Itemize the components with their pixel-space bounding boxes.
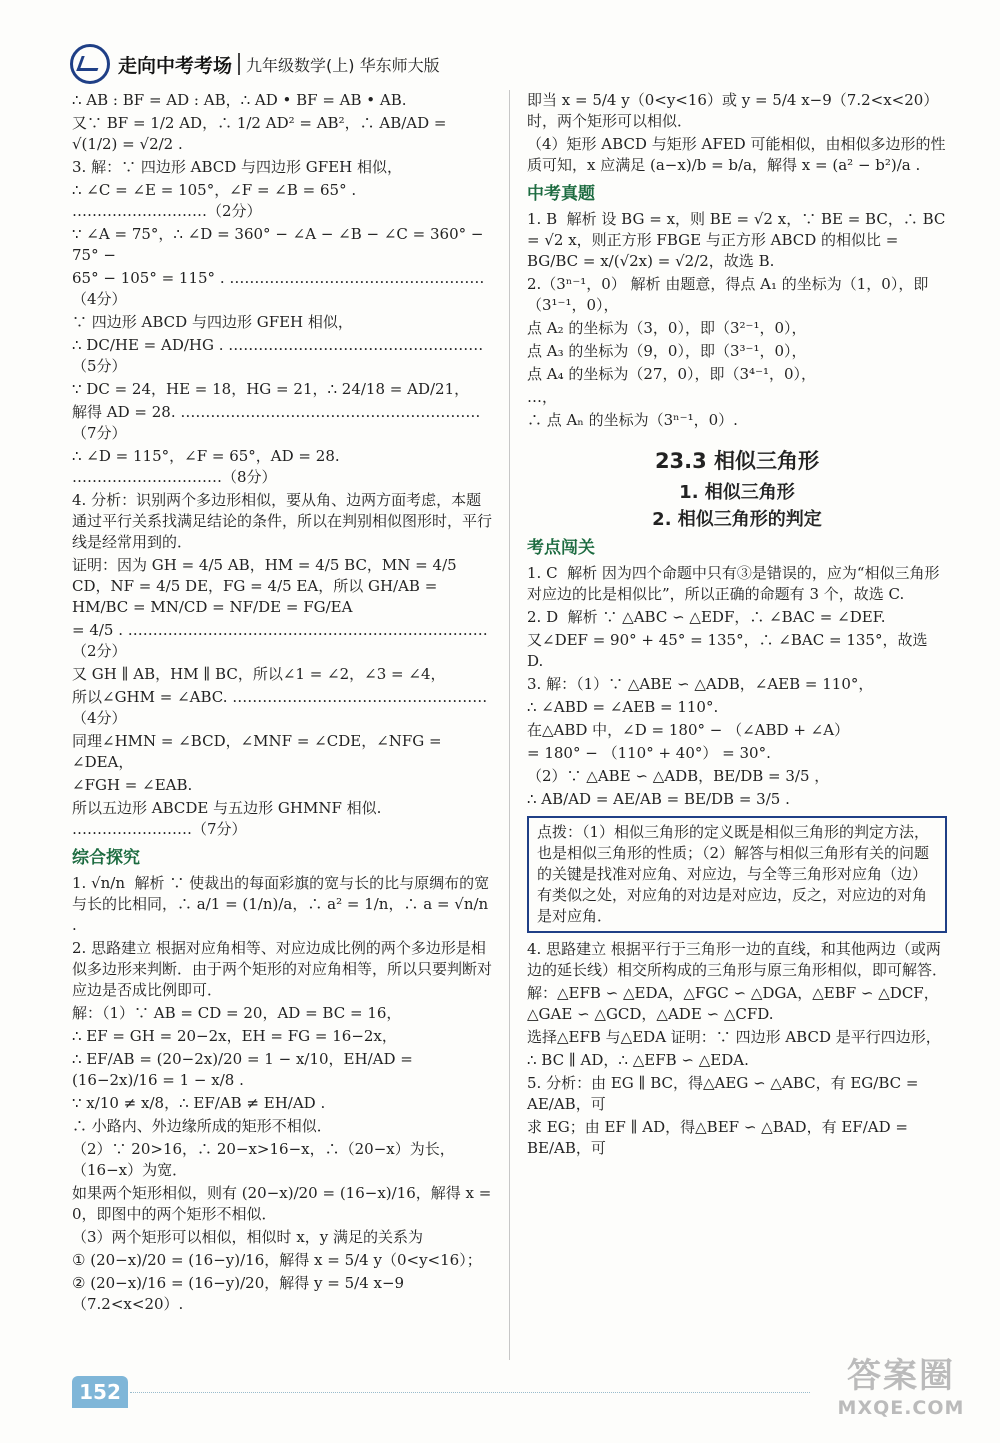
text-line: ∴ 小路内、外边缘所成的矩形不相似．	[72, 1117, 332, 1135]
text-line: = 180° − （110° + 40°） = 30°.	[527, 744, 771, 762]
text-line: 1. B 解析 设 BG = x，则 BE = √2 x，∵ BE = BC，∴ BC = √2 x，则正方形 FBGE 与正方形 ABCD 的相似比 = BG/BC = x/(√2x) = √2/2，故选 B.	[527, 210, 951, 270]
book-subtitle: 九年级数学(上) 华东师大版	[246, 55, 440, 75]
brand-title: 走向中考考场	[118, 54, 233, 77]
text-line: （2）∵ △ABE ∽ △ADB，BE/DB = 3/5 ，	[527, 767, 830, 785]
text-line: 如果两个矩形相似，则有 (20−x)/20 = (16−x)/16，解得 x = 0，即图中的两个矩形不相似．	[72, 1184, 497, 1223]
chapter-title: 23.3 相似三角形	[654, 449, 820, 473]
text-line: 3. 解：（1）∵ △ABE ∽ △ADB，∠AEB = 110°，	[527, 675, 874, 693]
text-line: ∵ 四边形 ABCD 与四边形 GFEH 相似，	[72, 313, 353, 331]
text-line: 2. D 解析 ∵ △ABC ∽ △EDF，∴ ∠BAC = ∠DEF.	[527, 608, 886, 626]
text-line: （4）矩形 ABCD 与矩形 AFED 可能相似，由相似多边形的性质可知，x 应满足 (a−x)/b = b/a，解得 x = (a² − b²)/a .	[527, 135, 946, 174]
text-line: 证明：因为 GH = 4/5 AB，HM = 4/5 BC，MN = 4/5 CD，NF = 4/5 DE，FG = 4/5 EA，所以 GH/AB = HM/BC = MN/CD = NF/DE = FG/EA	[72, 556, 462, 616]
watermark-text: 答案圈	[847, 1356, 955, 1396]
text-line: ∴ ∠ABD = ∠AEB = 110°.	[527, 698, 719, 716]
text-line: ∴ DC/HE = AD/HG . ……………………………………………（5分）	[72, 336, 484, 375]
text-line: 又 GH ∥ AB，HM ∥ BC，所以∠1 = ∠2，∠3 = ∠4，	[72, 665, 446, 683]
text-line: 5. 分析：由 EG ∥ BC，得△AEG ∽ △ABC，有 EG/BC = AE/AB，可	[527, 1074, 924, 1113]
text-line: 所以∠GHM = ∠ABC. ……………………………………………（4分）	[72, 688, 488, 727]
text-line: ② (20−x)/16 = (16−y)/20，解得 y = 5/4 x−9（7.2<x<20）.	[72, 1274, 405, 1313]
text-line: 即当 x = 5/4 y（0<y<16）或 y = 5/4 x−9（7.2<x<20）时，两个矩形可以相似．	[527, 91, 939, 130]
text-line: 2. 思路建立 根据对应角相等、对应边成比例的两个多边形是相似多边形来判断．由于两个矩形的对应角相等，所以只要判断对应边是否成比例即可．	[72, 939, 493, 999]
watermark-url: MXQE.COM	[837, 1397, 965, 1419]
footer-rule	[130, 1392, 810, 1393]
section-heading: 中考真题	[527, 184, 595, 204]
text-line: ∠FGH = ∠EAB.	[72, 776, 193, 794]
subsection-title: 2. 相似三角形的判定	[652, 509, 822, 530]
text-line: 4. 思路建立 根据平行于三角形一边的直线，和其他两边（或两边的延长线）相交所构成的三角形与原三角形相似，即可解答．	[527, 940, 948, 979]
text-line: 1. √n/n 解析 ∵ 使裁出的每面彩旗的宽与长的比与原绸布的宽与长的比相同，∴ a/1 = (1/n)/a，∴ a² = 1/n，∴ a = √n/n .	[72, 874, 493, 934]
text-line: …，	[527, 388, 558, 406]
tip-box: 点拨：（1）相似三角形的定义既是相似三角形的判定方法，也是相似三角形的性质；（2）解答与相似三角形有关的问题的关键是找准对应角、对应边，与全等三角形对应角（边）有类似之处，对应角的对边是对应边，反之，对应边的对角是对应角．	[527, 816, 947, 933]
watermark	[812, 1348, 990, 1434]
text-line: 解得 AD = 28. ……………………………………………………（7分）	[72, 403, 481, 442]
text-line: ∴ EF = GH = 20−2x，EH = FG = 16−2x，	[72, 1027, 397, 1045]
header-divider	[238, 53, 240, 75]
text-line: 3. 解：∵ 四边形 ABCD 与四边形 GFEH 相似，	[72, 158, 402, 176]
text-line: 2.（3ⁿ⁻¹，0） 解析 由题意，得点 A₁ 的坐标为（1，0），即（3¹⁻¹，0），	[527, 275, 929, 314]
text-line: 又∠DEF = 90° + 45° = 135°，∴ ∠BAC = 135°，故选 D.	[527, 631, 933, 670]
page-number: 152	[72, 1376, 128, 1408]
text-line: 又∵ BF = 1/2 AD，∴ 1/2 AD² = AB²，∴ AB/AD = √(1/2) = √2/2 .	[72, 114, 452, 153]
text-line: 1. C 解析 因为四个命题中只有③是错误的，应为“相似三角形对应边的比是相似比”，所以正确的命题有 3 个，故选 C.	[527, 564, 940, 603]
text-line: 选择△EFB 与△EDA 证明：∵ 四边形 ABCD 是平行四边形，	[527, 1028, 941, 1046]
text-line: 在△ABD 中，∠D = 180° − （∠ABD + ∠A）	[527, 721, 850, 739]
header	[70, 44, 440, 84]
text-line: （2）∵ 20>16，∴ 20−x>16−x，∴（20−x）为长，（16−x）为宽．	[72, 1140, 455, 1179]
text-line: ∴ AB : BF = AD : AB，∴ AD • BF = AB • AB.	[72, 91, 407, 109]
text-line: ∴ ∠C = ∠E = 105°，∠F = ∠B = 65° . ………………………（2分）	[72, 181, 361, 220]
text-line: 点 A₃ 的坐标为（9，0），即（3³⁻¹，0），	[527, 342, 807, 360]
subsection-title: 1. 相似三角形	[679, 482, 795, 503]
text-line: ① (20−x)/20 = (16−y)/16，解得 x = 5/4 y（0<y<16）；	[72, 1251, 482, 1269]
text-line: 点 A₄ 的坐标为（27，0），即（3⁴⁻¹，0），	[527, 365, 817, 383]
text-line: 65° − 105° = 115° . ……………………………………………（4分）	[72, 269, 485, 308]
right-column	[527, 88, 951, 1161]
text-line: ∴ 点 Aₙ 的坐标为（3ⁿ⁻¹，0）.	[527, 411, 738, 429]
text-line: ∵ ∠A = 75°，∴ ∠D = 360° − ∠A − ∠B − ∠C = 360° − 75° −	[72, 225, 489, 264]
text-line: ∴ ∠D = 115°，∠F = 65°，AD = 28. …………………………（8分）	[72, 447, 345, 486]
text-line: ∴ BC ∥ AD，∴ △EFB ∽ △EDA.	[527, 1051, 749, 1069]
brand-logo-icon	[70, 44, 110, 84]
text-line: ∵ DC = 24，HE = 18，HG = 21，∴ 24/18 = AD/21，	[72, 380, 470, 398]
left-column	[72, 88, 497, 1317]
text-line: 解：（1）∵ AB = CD = 20，AD = BC = 16，	[72, 1004, 402, 1022]
text-line: 4. 分析：识别两个多边形相似，要从角、边两方面考虑，本题通过平行关系找满足结论的条件，所以在判别相似图形时，平行线是经常用到的．	[72, 491, 493, 551]
section-tag: 考点闯关	[527, 538, 595, 558]
section-heading: 综合探究	[72, 848, 140, 868]
text-line: ∴ AB/AD = AE/AB = BE/DB = 3/5 .	[527, 790, 790, 808]
text-line: （3）两个矩形可以相似，相似时 x，y 满足的关系为	[72, 1228, 424, 1246]
text-line: = 4/5 . ………………………………………………………………（2分）	[72, 621, 488, 660]
text-line: 同理∠HMN = ∠BCD，∠MNF = ∠CDE，∠NFG = ∠DEA，	[72, 732, 447, 771]
text-line: 所以五边形 ABCDE 与五边形 GHMNF 相似. ……………………（7分）	[72, 799, 387, 838]
text-line: 解：△EFB ∽ △EDA，△FGC ∽ △DGA，△EBF ∽ △DCF，△GAE ∽ △GCD，△ADE ∽ △CFD.	[527, 984, 939, 1023]
column-divider	[509, 90, 510, 1360]
text-line: 点 A₂ 的坐标为（3，0），即（3²⁻¹，0），	[527, 319, 807, 337]
text-line: ∴ EF/AB = (20−2x)/20 = 1 − x/10，EH/AD = (16−2x)/16 = 1 − x/8 .	[72, 1050, 418, 1089]
text-line: ∵ x/10 ≠ x/8，∴ EF/AB ≠ EH/AD .	[72, 1094, 326, 1112]
text-line: 求 EG；由 EF ∥ AD，得△BEF ∽ △BAD，有 EF/AD = BE/AB，可	[527, 1118, 913, 1157]
